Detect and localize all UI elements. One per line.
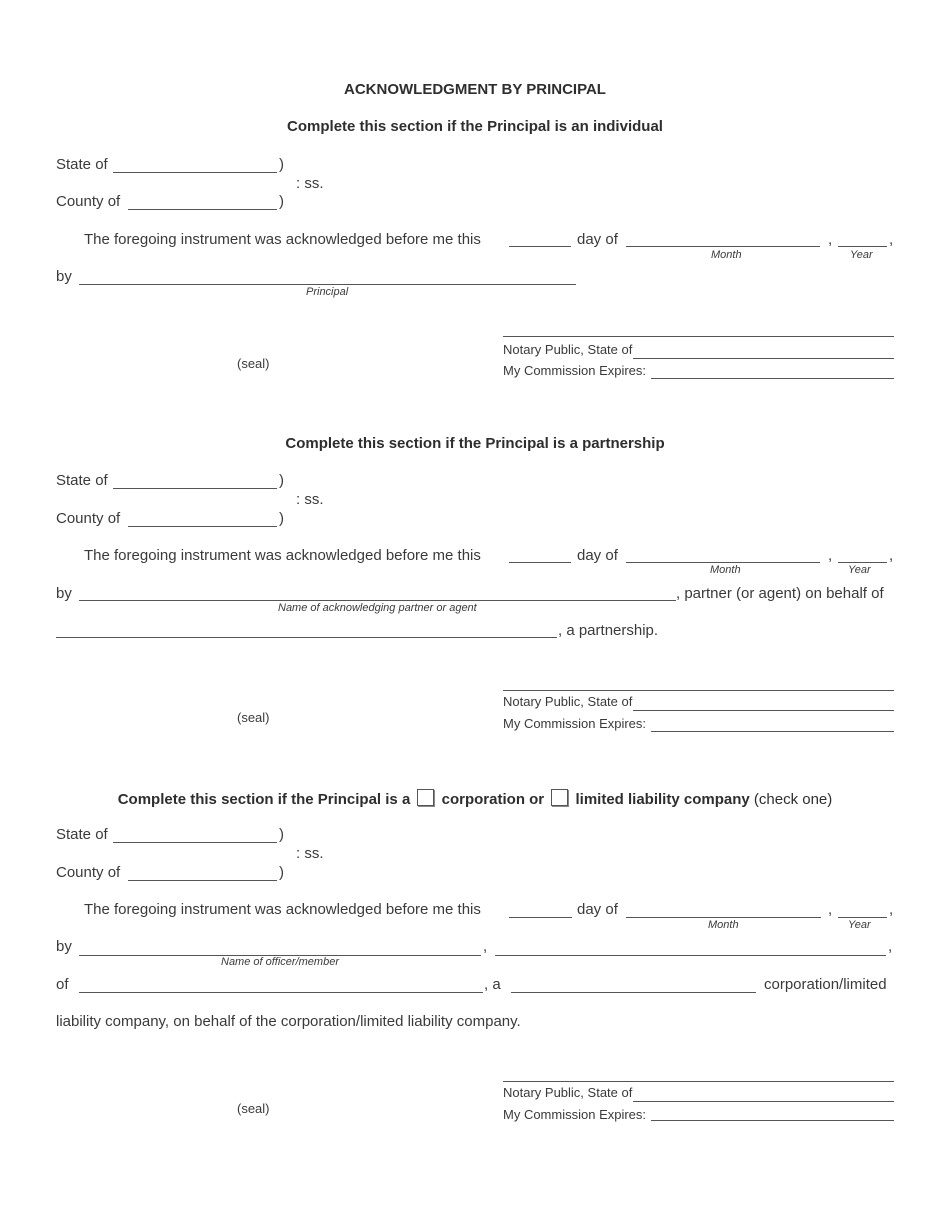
principal-field[interactable] [79,284,576,285]
ss-label: : ss. [296,175,324,192]
day-of-label: day of [577,901,618,918]
commission-label: My Commission Expires: [503,363,647,378]
document-title: ACKNOWLEDGMENT BY PRINCIPAL [344,81,606,98]
llc-checkbox[interactable] [551,789,568,806]
comma: , [889,547,894,564]
month-field[interactable] [626,917,821,918]
county-of-label: County of [56,510,121,527]
comma: , [483,938,488,955]
state-of-label: State of [56,826,108,843]
partner-behalf-text: , partner (or agent) on behalf of [676,585,884,602]
month-caption: Month [711,249,742,261]
seal-label: (seal) [237,710,270,725]
comma-a-text: , a [484,976,501,993]
commission-field[interactable] [651,378,894,379]
comma: , [828,547,833,564]
county-of-label: County of [56,193,121,210]
month-caption: Month [708,919,739,931]
section-heading-partnership: Complete this section if the Principal is a partnership [285,435,665,452]
year-caption: Year [848,919,871,931]
year-field[interactable] [838,917,887,918]
notary-state-label: Notary Public, State of [503,694,633,709]
commission-field[interactable] [651,1120,894,1121]
day-field[interactable] [509,562,571,563]
of-label: of [56,976,69,993]
company-state-field[interactable] [511,992,756,993]
notary-state-field[interactable] [633,1101,894,1102]
closing-text: liability company, on behalf of the corporation/limited liability company. [56,1013,521,1030]
commission-field[interactable] [651,731,894,732]
corp-limited-text: corporation/limited [764,976,887,993]
month-field[interactable] [626,562,820,563]
foregoing-text: The foregoing instrument was acknowledged before me this [84,901,481,918]
principal-caption: Principal [306,286,349,298]
day-of-label: day of [577,547,618,564]
state-of-field[interactable] [113,842,277,843]
year-caption: Year [850,249,873,261]
partner-name-field[interactable] [79,600,676,601]
county-of-label: County of [56,864,121,881]
seal-label: (seal) [237,356,270,371]
paren: ) [279,472,284,489]
commission-label: My Commission Expires: [503,716,647,731]
paren: ) [279,864,284,881]
state-of-field[interactable] [113,488,277,489]
state-of-field[interactable] [113,172,277,173]
comma: , [828,231,833,248]
notary-state-label: Notary Public, State of [503,1085,633,1100]
year-field[interactable] [838,246,887,247]
month-field[interactable] [626,246,820,247]
notary-state-field[interactable] [633,710,894,711]
notary-signature-line[interactable] [503,1081,894,1082]
company-name-field[interactable] [79,992,483,993]
paren: ) [279,156,284,173]
notary-signature-line[interactable] [503,336,894,337]
a-partnership-text: , a partnership. [558,622,659,639]
heading-part4: (check one) [753,791,833,808]
year-caption: Year [848,564,871,576]
notary-state-label: Notary Public, State of [503,342,633,357]
notary-signature-line[interactable] [503,690,894,691]
corporation-checkbox[interactable] [417,789,434,806]
partner-caption: Name of acknowledging partner or agent [278,602,477,614]
by-label: by [56,585,72,602]
comma: , [888,938,893,955]
comma: , [828,901,833,918]
section-heading-individual: Complete this section if the Principal is an individual [287,118,663,135]
heading-part2: corporation or [441,791,545,808]
year-field[interactable] [838,562,887,563]
officer-title-field[interactable] [495,955,886,956]
partnership-name-field[interactable] [56,637,557,638]
foregoing-text: The foregoing instrument was acknowledged before me this [84,231,481,248]
officer-caption: Name of officer/member [221,956,339,968]
ss-label: : ss. [296,845,324,862]
county-of-field[interactable] [128,209,277,210]
paren: ) [279,510,284,527]
state-of-label: State of [56,472,108,489]
day-of-label: day of [577,231,618,248]
day-field[interactable] [509,246,571,247]
day-field[interactable] [509,917,572,918]
by-label: by [56,938,72,955]
county-of-field[interactable] [128,526,277,527]
paren: ) [279,193,284,210]
notary-state-field[interactable] [633,358,894,359]
ss-label: : ss. [296,491,324,508]
seal-label: (seal) [237,1101,270,1116]
heading-part1: Complete this section if the Principal is a [117,791,411,808]
comma: , [889,901,894,918]
by-label: by [56,268,72,285]
heading-part3: limited liability company [575,791,750,808]
commission-label: My Commission Expires: [503,1107,647,1122]
comma: , [889,231,894,248]
paren: ) [279,826,284,843]
county-of-field[interactable] [128,880,277,881]
section-heading-corporation [0,789,950,808]
state-of-label: State of [56,156,108,173]
month-caption: Month [710,564,741,576]
foregoing-text: The foregoing instrument was acknowledged before me this [84,547,481,564]
